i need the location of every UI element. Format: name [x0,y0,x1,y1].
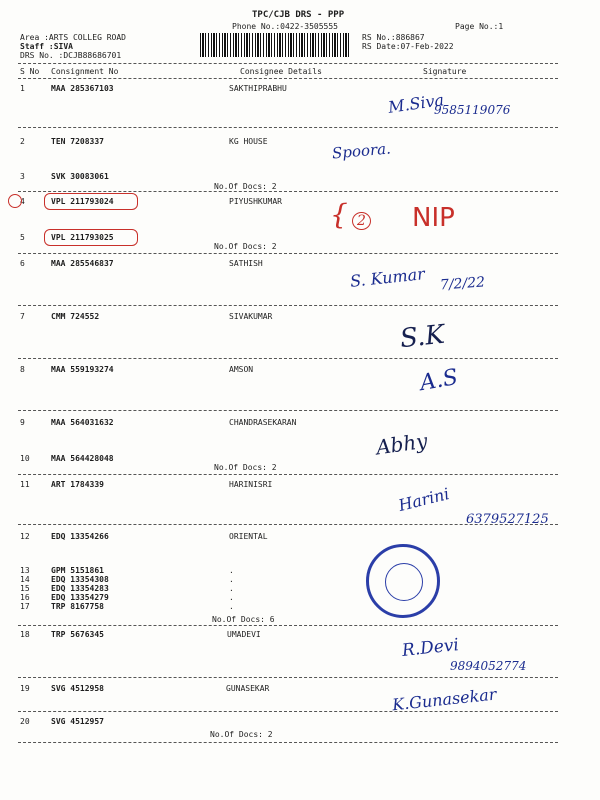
highlight-circle [8,194,22,208]
row-consignment: MAA 564031632 [51,418,114,427]
page-number: Page No.:1 [455,22,504,31]
divider [18,410,558,411]
row-sno: 20 [20,717,30,726]
row-sno: 11 [20,480,30,489]
handwritten-mark: { [330,198,348,231]
row-consignee: SATHISH [229,259,263,268]
signature-handwriting: M.Siva [386,90,446,117]
column-header-signature: Signature [423,67,467,76]
row-consignee: AMSON [229,365,254,374]
rs-number: RS No.:886867 [362,33,425,42]
row-consignment: TRP 8167758 [51,602,104,611]
row-sno: 15 [20,584,30,593]
row-sno: 17 [20,602,30,611]
row-sno: 4 [20,197,25,206]
row-sno: 16 [20,593,30,602]
docs-count: No.Of Docs: 2 [214,463,277,472]
divider [18,63,558,64]
row-consignment: VPL 211793025 [51,233,114,242]
row-sno: 18 [20,630,30,639]
row-consignee: . [229,566,234,575]
row-consignee: CHANDRASEKARAN [229,418,297,427]
divider [18,742,558,743]
row-consignment: MAA 559193274 [51,365,114,374]
staff-label: Staff :SIVA [20,42,73,51]
row-sno: 5 [20,233,25,242]
divider [18,305,558,306]
row-consignee: . [229,602,234,611]
docs-count: No.Of Docs: 2 [214,182,277,191]
row-consignment: EDQ 13354283 [51,584,109,593]
stamp-inner-ring [385,563,423,601]
signature-handwriting: S.K [398,319,447,355]
row-consignee: . [229,584,234,593]
divider [18,677,558,678]
phone-number: Phone No.:0422-3505555 [232,22,338,31]
row-consignment: SVK 30083061 [51,172,109,181]
row-consignment: SVG 4512958 [51,684,104,693]
row-sno: 10 [20,454,30,463]
row-consignee: UMADEVI [227,630,261,639]
row-sno: 3 [20,172,25,181]
column-header-consignee: Consignee Details [240,67,322,76]
row-consignee: ORIENTAL [229,532,268,541]
signature-handwriting: R.Devi [401,635,460,661]
row-consignment: MAA 564428048 [51,454,114,463]
signature-handwriting: A.S [418,364,460,397]
row-consignee: KG HOUSE [229,137,268,146]
row-sno: 13 [20,566,30,575]
divider [18,358,558,359]
highlight-circle [44,193,138,210]
column-header-sno: S No [20,67,40,76]
signature-handwriting: Harini [396,484,452,515]
row-consignment: TRP 5676345 [51,630,104,639]
row-consignment: SVG 4512957 [51,717,104,726]
phone-handwriting: 9894052774 [450,659,527,673]
area-label: Area :ARTS COLLEG ROAD [20,33,126,42]
row-consignment: EDQ 13354279 [51,593,109,602]
row-sno: 9 [20,418,25,427]
row-consignee: PIYUSHKUMAR [229,197,282,206]
row-sno: 6 [20,259,25,268]
row-consignment: VPL 211793024 [51,197,114,206]
row-sno: 19 [20,684,30,693]
signature-handwriting: K.Gunasekar [391,684,498,715]
row-consignment: ART 1784339 [51,480,104,489]
docs-count: No.Of Docs: 2 [214,242,277,251]
row-consignment: MAA 285367103 [51,84,114,93]
row-sno: 1 [20,84,25,93]
divider [18,474,558,475]
phone-handwriting: 6379527125 [466,512,549,527]
row-consignee: SIVAKUMAR [229,312,273,321]
divider [18,191,558,192]
divider [18,625,558,626]
row-consignee: SAKTHIPRABHU [229,84,287,93]
handwritten-count: 2 [352,212,371,230]
row-consignment: TEN 7208337 [51,137,104,146]
divider [18,78,558,79]
row-sno: 12 [20,532,30,541]
row-consignee: . [229,575,234,584]
phone-handwriting: 9585119076 [434,103,511,117]
nip-note: NIP [412,203,455,233]
row-sno: 2 [20,137,25,146]
row-consignment: MAA 285546837 [51,259,114,268]
row-sno: 8 [20,365,25,374]
row-consignee: GUNASEKAR [226,684,270,693]
rs-date: RS Date:07-Feb-2022 [362,42,454,51]
drs-number: DRS No. :DCJB88686701 [20,51,122,60]
row-consignment: GPM 5151861 [51,566,104,575]
row-consignee: . [229,593,234,602]
column-header-consignment: Consignment No [51,67,119,76]
row-consignment: EDQ 13354308 [51,575,109,584]
divider [18,127,558,128]
date-handwriting: 7/2/22 [439,274,486,294]
row-sno: 7 [20,312,25,321]
docs-count: No.Of Docs: 2 [210,730,273,739]
barcode [200,33,350,57]
signature-handwriting: Abhy [374,428,429,460]
row-consignee: HARINISRI [229,480,273,489]
docs-count: No.Of Docs: 6 [212,615,275,624]
sheet-title: TPC/CJB DRS - PPP [252,10,345,20]
row-consignment: EDQ 13354266 [51,532,109,541]
company-stamp [366,544,440,618]
divider [18,711,558,712]
signature-handwriting: S. Kumar [349,264,426,291]
signature-handwriting: Spoora. [331,139,392,163]
row-sno: 14 [20,575,30,584]
row-consignment: CMM 724552 [51,312,100,321]
highlight-circle [44,229,138,246]
divider [18,253,558,254]
